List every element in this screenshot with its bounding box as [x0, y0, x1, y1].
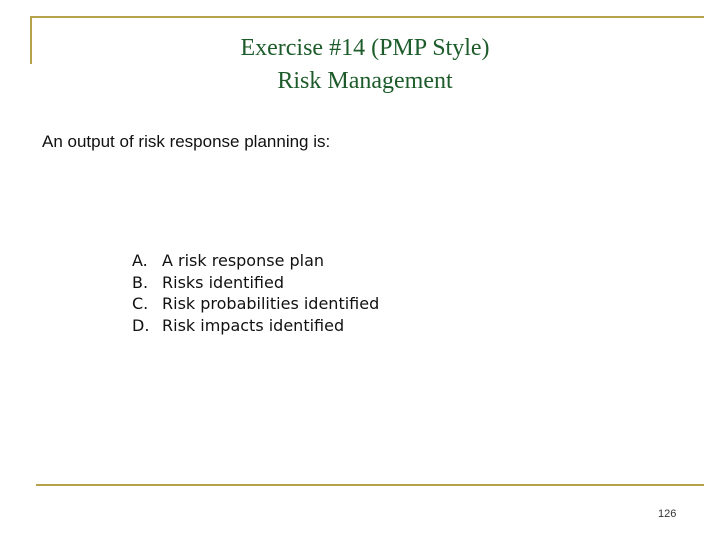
- option-a: [132, 250, 379, 272]
- option-text: Risk probabilities identified: [162, 294, 380, 313]
- answer-options: [132, 250, 379, 336]
- option-letter: A.: [132, 251, 148, 270]
- slide-title: [0, 32, 720, 98]
- option-letter: D.: [132, 315, 150, 335]
- option-c: [132, 293, 379, 315]
- title-line-1: Exercise #14 (PMP Style): [240, 35, 490, 61]
- option-letter: C.: [132, 294, 149, 313]
- title-line-2: Risk Management: [277, 68, 453, 94]
- option-d: [132, 315, 379, 337]
- bottom-rule: [36, 484, 704, 486]
- option-text: Risk impacts identified: [162, 315, 345, 335]
- option-b: [132, 272, 379, 294]
- question-text: An output of risk response planning is:: [42, 132, 331, 151]
- option-text: A risk response plan: [162, 251, 325, 270]
- option-letter: B.: [132, 272, 149, 292]
- top-rule: [30, 16, 704, 18]
- option-text: Risks identified: [162, 272, 284, 292]
- page-number: 126: [658, 508, 677, 520]
